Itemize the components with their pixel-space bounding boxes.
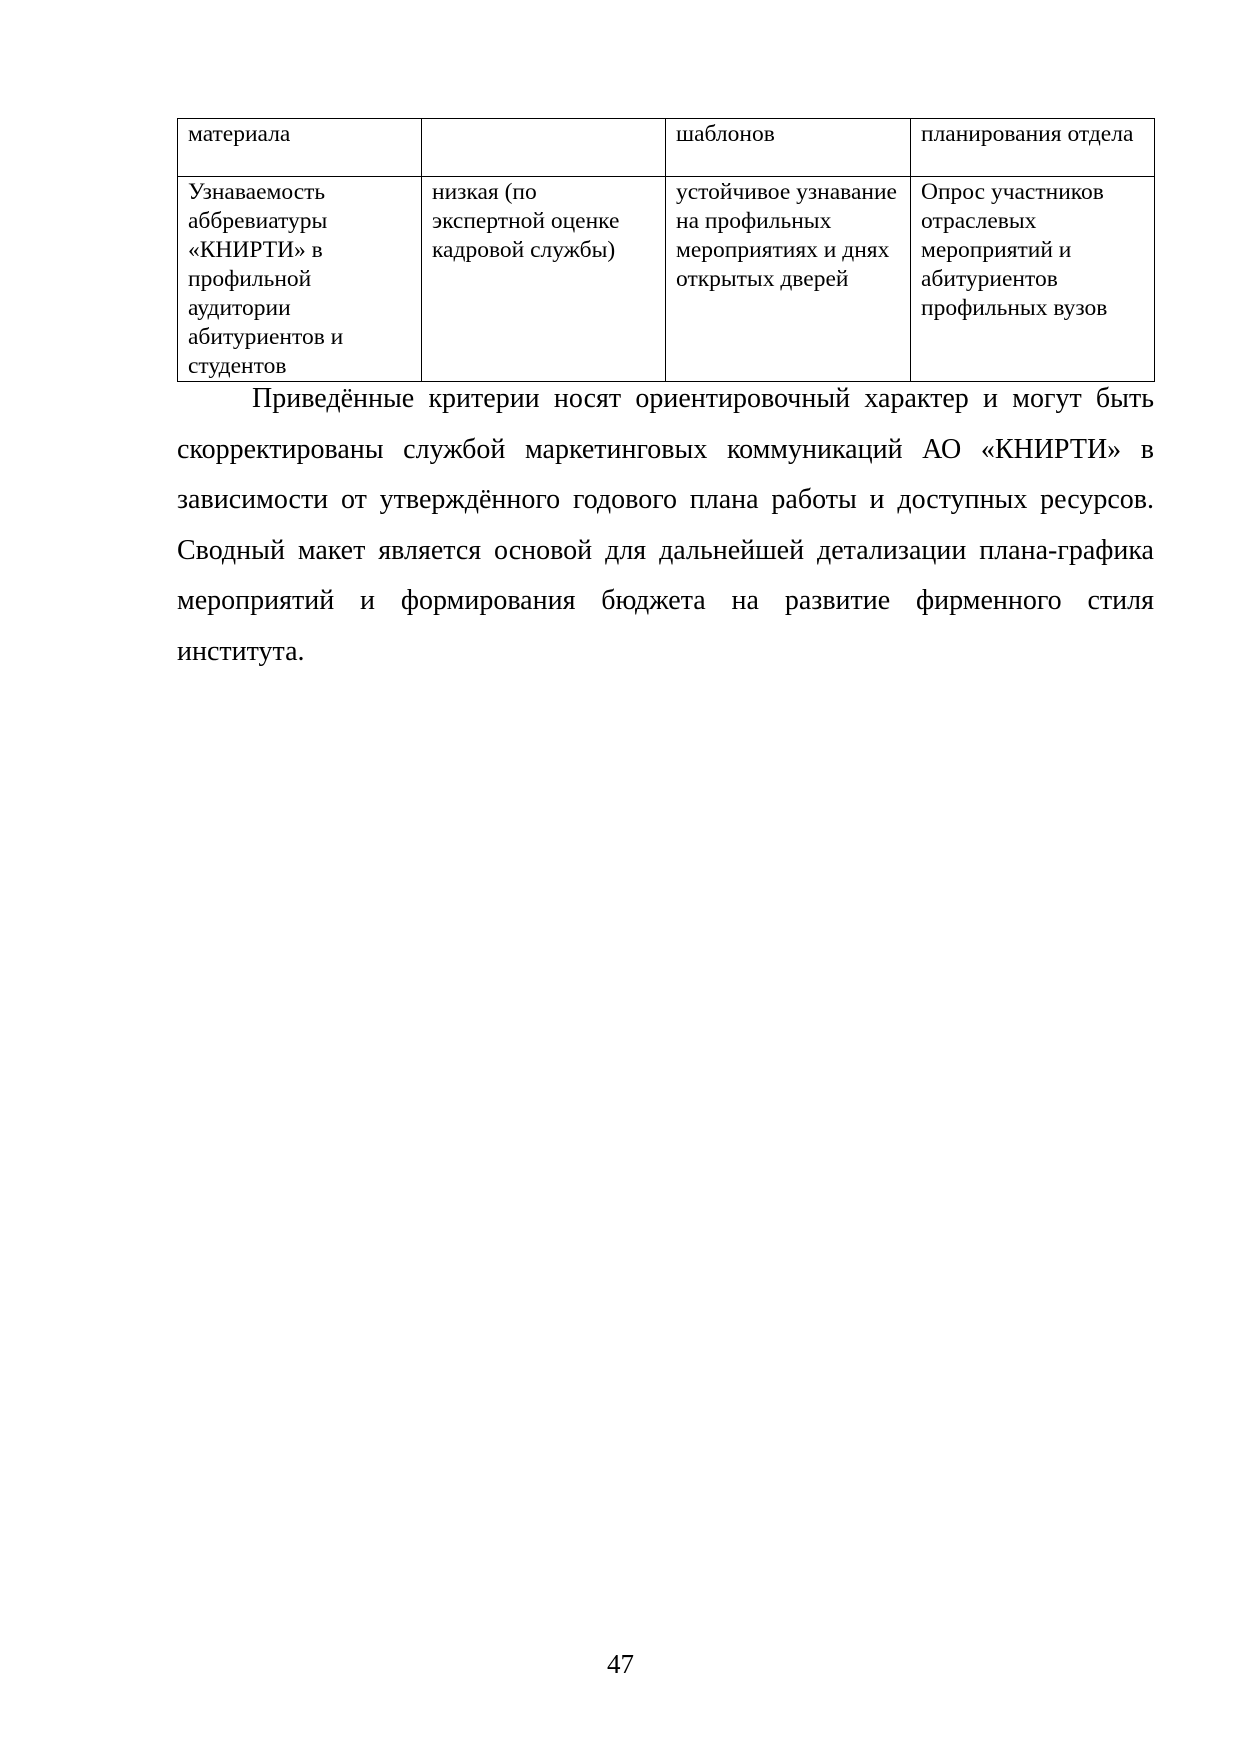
table-cell xyxy=(422,119,666,177)
table-cell: планирования отдела xyxy=(911,119,1155,177)
table-cell: материала xyxy=(178,119,422,177)
table-row xyxy=(178,177,1155,382)
table-cell: Опрос участников отраслевых мероприятий и абитуриентов профильных вузов xyxy=(911,177,1155,382)
body-paragraph-text: Приведённые критерии носят ориентировочный характер и могут быть скорректированы службой маркетинговых коммуникаций АО «КНИРТИ» в зависимости от утверждённого годового плана работы и доступных ресурсов. Сводный макет является основой для дальнейшей детализации плана-графика мероприятий и формирования бюджета на развитие фирменного стиля института. xyxy=(177,383,1154,667)
criteria-table xyxy=(177,118,1155,382)
page-number: 47 xyxy=(607,1649,634,1679)
table-cell: низкая (по экспертной оценке кадровой службы) xyxy=(422,177,666,382)
table-row xyxy=(178,119,1155,177)
table-cell: шаблонов xyxy=(666,119,911,177)
body-paragraph xyxy=(177,374,1154,677)
table-cell: Узнаваемость аббревиатуры «КНИРТИ» в профильной аудитории абитуриентов и студентов xyxy=(178,177,422,382)
table-cell: устойчивое узнавание на профильных мероприятиях и днях открытых дверей xyxy=(666,177,911,382)
